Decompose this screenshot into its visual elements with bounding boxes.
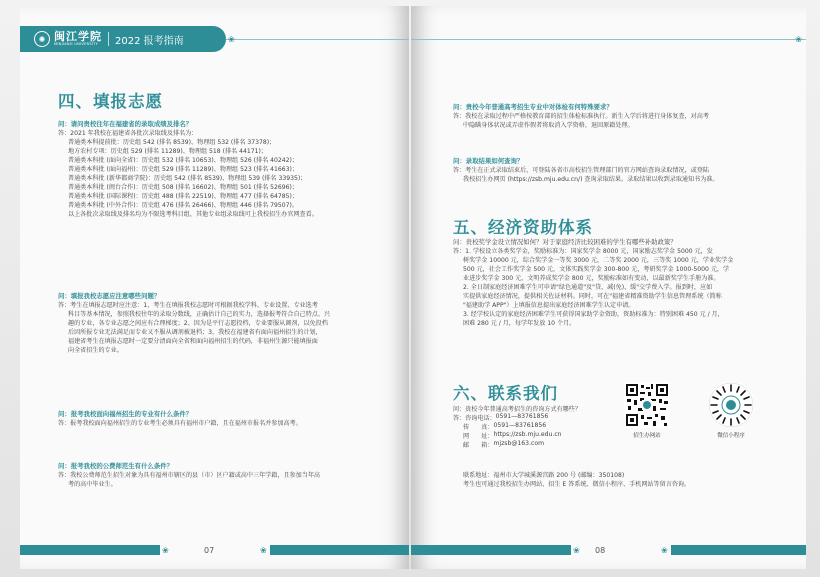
page-header (20, 26, 226, 52)
question: 问：报考我校面向福州招生的专业有什么条件？ (58, 410, 193, 418)
qa-volunteer-notes (58, 291, 393, 354)
qa-physical-exam (453, 102, 788, 129)
contact-value: 福州市大学城溪源宫路 200 号 (邮编：350108) (493, 472, 625, 479)
answer-line: 普通类本科批 (国际课程)：历史组 488 (排名 22519)、物理组 477 (排名 64785)； (68, 193, 299, 200)
footer-bar (411, 545, 571, 555)
university-logo-icon: ✺ (34, 31, 50, 47)
question: 问：录取结果如何查询？ (453, 157, 524, 165)
answer-line: 科目等基本情况，参照我校往年的录取分数线，正确估计自己的实力，选择报考符合自己特点、兴 (68, 311, 331, 318)
qr-code-icon (624, 382, 670, 428)
footer-bar (20, 545, 160, 555)
qa-contact (453, 404, 616, 449)
cloud-ornament-icon: ❀ (228, 35, 235, 44)
answer-line: 地方农村专项：历史组 529 (排名 11289)、物理组 518 (排名 44171)； (68, 148, 267, 155)
miniprogram-code-icon (708, 382, 754, 428)
answer-line: 考的高中毕业生。 (68, 481, 117, 488)
right-page (411, 6, 806, 569)
university-logo (54, 31, 102, 47)
left-page (20, 6, 409, 569)
answer-line: 答：我校在录取过程中严格按教育部的招生体检标准执行。新生入学后将进行身体复查，对高考 (453, 113, 709, 120)
answer-line: 后因所报专业无法满足而专业又不服从调剂被退档；3、我校在福建省有面向福州招生的计划， (68, 329, 322, 336)
contact-footer (453, 470, 788, 488)
cloud-ornament-icon: ❀ (260, 546, 267, 555)
answer-line: 答：1. 学校设立各类奖学金，奖励标准为：国家奖学金 8000 元，国家励志奖学金 5000 元，发 (453, 248, 713, 255)
qa-normal-students (58, 461, 393, 488)
contact-row-address (453, 470, 788, 479)
page-number: 08 (595, 546, 606, 555)
answer-line: 普通类本科批 (中外合作)：历史组 476 (排名 26466)、物理组 446 (排名 79507)。 (68, 202, 299, 209)
question: 问：贵校奖学金设立情况如何？对于家庭经济比较困难的学生有哪些补助政策？ (453, 238, 677, 246)
answer-line: 普通类本科批 (闽台合作)：历史组 508 (排名 16602)、物理组 501 (排名 52696)； (68, 184, 299, 191)
question: 问：贵校今年普通高考招生的咨询方式有哪些？ (453, 406, 581, 413)
qr-code-website[interactable] (617, 382, 677, 439)
answer-line: 答：考生在正式录取结束后，可登陆各省市高校招生管理部门的官方网站查询录取情况，或登陆 (453, 167, 709, 174)
contact-label: 邮 箱： (463, 442, 494, 449)
answer-line: 以上各批次录取线及排名均为不限选考科目组，其他专业组录取线可上我校招生办官网查看。 (68, 211, 318, 218)
section-title-contact-us: 六、联系我们 (453, 384, 558, 403)
footer-bar (671, 545, 806, 555)
qa-admission-scores (58, 119, 393, 218)
section-title-financial-aid: 五、经济资助体系 (453, 218, 593, 237)
contact-value: https://zsb.mju.edu.cn (493, 431, 562, 438)
logo-english: MINJIANG UNIVERSITY (54, 42, 99, 47)
qa-fuzhou-conditions (58, 409, 393, 427)
qa-scholarships (453, 237, 788, 327)
contact-value: mjzsb@163.com (493, 440, 545, 447)
cloud-ornament-icon: ❀ (162, 546, 169, 555)
cloud-ornament-icon: ❀ (661, 546, 668, 555)
cloud-ornament-icon: ❀ (573, 546, 580, 555)
answer-intro: 答：2021 年我校在福建省各批次录取线及排名为： (58, 130, 198, 137)
answer-line: 福建省考生在填报志愿时一定要分清面向全省和面向福州招生的代码，非福州生源只能填报面 (68, 338, 318, 345)
contact-label: 联系地址： (463, 472, 494, 479)
answer-line: 趣的专业，各专业志愿之间应有合理梯度；2、因为是平行志愿投档，专业要服从调剂，以免投档 (68, 320, 328, 327)
contact-note: 考生也可通过我校招生办网站、招生 E 答系统、微信小程序、手机网站等留言咨询。 (463, 481, 691, 488)
qr-label: 招生办网站 (633, 433, 661, 439)
footer-bar (270, 545, 409, 555)
answer-line: 答：我校公费师范生招生对象为具有福州市辖区的县（市）区户籍或高中三年学籍，且参加当年高 (58, 472, 321, 479)
contact-row-website (453, 431, 616, 440)
question: 问：贵校今年普通高考招生专业中对体检有何特殊要求？ (453, 103, 613, 111)
answer-line: 普通类本科提前批：历史组 542 (排名 8539)、物理组 532 (排名 37378)； (68, 139, 276, 146)
question: 问：报考我校的公费师范生有什么条件？ (58, 462, 174, 470)
answer-line: 中隐瞒身体状况或弄虚作假者将取消入学资格，退回原籍处理。 (463, 122, 634, 129)
answer-line: 困难 280 元 / 月，每学年发放 10 个月。 (463, 320, 576, 327)
qr-code-miniprogram[interactable] (701, 382, 761, 439)
answer-line: 普通类本科批 (新华都商学院)：历史组 542 (排名 8539)、物理组 539 (排名 33935)； (68, 175, 307, 182)
answer-line: "福建助学 APP"）上填报信息提出家庭经济困难学生认定申请。 (463, 302, 635, 309)
answer-line: 500 元，社会工作奖学金 500 元，文体实践奖学金 300-800 元，考研奖学金 1000-5000 元，学 (463, 266, 730, 273)
answer-line: 向全省招生的专业。 (68, 347, 123, 354)
answer-line: 答：报考我校面向福州招生的专业考生必须具有福州市户籍，且在福州市报名并参加高考。 (58, 420, 302, 427)
answer-line: 我校招生办网页 (https://zsb.mju.edu.cn/) 查询录取结果。录取结果以收到录取通知书为准。 (463, 176, 719, 183)
answer-line: 业进步奖学金 300 元，文明养成奖学金 800 元，奖励标准如有变动，以最新奖学生手册为准。 (463, 275, 720, 282)
answer-line: 2. 全日制家庭经济困难学生可申请"绿色通道"及"贷、减(免)、缓"交学费入学。报到时，应如 (463, 284, 713, 291)
header-title: 2022 报考指南 (115, 35, 184, 47)
contact-label: 传 真： (463, 424, 494, 431)
header-rule (411, 39, 806, 40)
contact-value: 0591—83761856 (493, 422, 547, 429)
question: 问：填报我校志愿应注意哪些问题？ (58, 292, 161, 300)
header-rule (226, 39, 409, 40)
answer-line: 普通类本科批 (面向福州)：历史组 529 (排名 11289)、物理组 523 (排名 41663)； (68, 166, 299, 173)
contact-row-phone (453, 413, 616, 422)
contact-value: 0591—83761856 (495, 413, 549, 420)
page-number: 07 (204, 546, 215, 555)
cloud-ornament-icon: ❀ (795, 35, 802, 44)
contact-row-fax (453, 422, 616, 431)
answer-line: 实提供家庭经济情况，提供相关佐证材料。同时，可在"福建省精准资助学生信息管理系统（简称 (463, 293, 722, 300)
logo-chinese: 闽江学院 (54, 30, 102, 44)
qa-results-query (453, 156, 788, 183)
answer-line: 答：考生在填报志愿时应注意：1、考生在填报我校志愿时可根据我校学科、专业设置、专业选考 (58, 302, 318, 309)
qr-label: 微信小程序 (717, 433, 745, 439)
question: 问：请问贵校往年在福建省的录取成绩及排名？ (58, 120, 193, 128)
answer-line: 3. 经学校认定的家庭经济困难学生可获得国家助学金资助，资助标准为：特别困难 450 元 / 月， (463, 311, 724, 318)
section-title-fill-volunteer: 四、填报志愿 (58, 92, 163, 111)
header-divider (108, 32, 109, 46)
contact-label: 网 址： (463, 433, 494, 440)
answer-prefix: 答： (453, 415, 466, 422)
answer-line: 普通类本科批 (面向全省)：历史组 532 (排名 10653)、物理组 526 (排名 40242)； (68, 157, 299, 164)
contact-label: 咨询电话： (465, 415, 496, 422)
contact-row-email (453, 440, 616, 449)
answer-line: 树奖学金 10000 元，综合奖学金一等奖 3000 元，二等奖 2000 元，三等奖 1000 元，学业奖学金 (463, 257, 734, 264)
